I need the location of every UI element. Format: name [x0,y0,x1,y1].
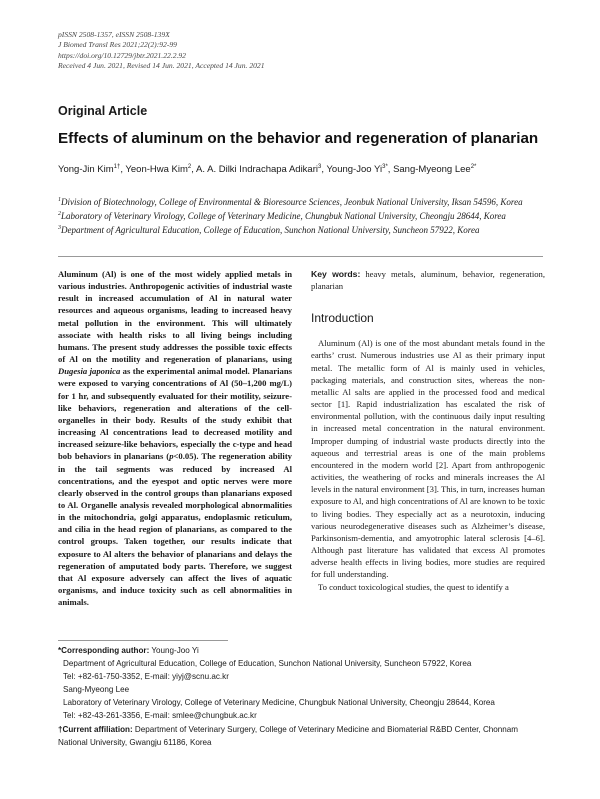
issn: pISSN 2508-1357, eISSN 2508-139X [58,30,170,39]
affiliation-sup: 2 [58,211,61,217]
corresponding-name-2: Sang-Myeong Lee [63,685,130,695]
affiliation-sup: 3 [58,225,61,231]
keywords [311,268,545,292]
affiliations [58,194,552,236]
corresponding-label: *Corresponding author: [58,646,150,655]
corresponding-address-2: Laboratory of Veterinary Virology, College of Veterinary Medicine, Chungbuk National University, Cheongju 28644, Korea [63,698,495,708]
affiliation [58,208,552,222]
abstract-text: as the experimental animal model. Planarians were exposed to varying concentrations of Al (50–1,200 mg/L) for 1 hr, and subsequently evaluated for their motility, seizure-like behaviors, regeneration and alterations of the cell-organelles in their body. Results of the study exhibit that increasing Al concentrations lead to decreased motility and increased seizure-like behaviors, especially the c-type and head bob behaviors in planarians ( [58,366,292,462]
species-name: Dugesia japonica [58,366,121,377]
author-sup: 2 [187,164,192,170]
intro-paragraph: Aluminum (Al) is one of the most abundant metals found in the earths’ crust. Numerous industries use Al as their primary input metal. The metallic form of Al is mainly used in vehicles, packaging materials, and construction sites, whereas the non-metallic Al salts are applied in the processed food and medical sector [1]. Rapid industrialization has escalated the risk of environmental pollution, with the continuous daily input resulting in increased metal concentration in the natural environment. Improper dumping of industrial waste products directly into the aqueous and terrestrial areas is one of the main problems encountered in the modern world [2]. Apart from anthropogenic activities, the weathering of rocks and minerals increases the Al levels in the natural environment [3]. This, in turn, increases human exposure to Al, and high concentrations of Al are known to be toxic to living bodies. They especially act as a neurotoxin, inducing various neurodegenerative diseases such as Alzheimer’s disease, Parkinsonism-dementia, and amyotrophic lateral sclerosis [4–6]. Although past literature has validated that excess Al promotes adverse health effects in living bodies, more studies are required for full understanding. [311,338,545,580]
author-name: Yong-Jin Kim [58,164,114,176]
affiliation-text: Department of Agricultural Education, College of Education, Sunchon National University, Suncheon 57922, Korea [61,225,480,235]
p-value-symbol: p [169,451,174,462]
journal-meta [58,30,265,72]
abstract [58,268,292,608]
affiliation-text: Division of Biotechnology, College of Environmental & Bioresource Sciences, Jeonbuk National University, Iksan 54596, Korea [61,197,523,207]
correspondence-footnote [58,644,548,749]
affiliation-text: Laboratory of Veterinary Virology, College of Veterinary Medicine, Chungbuk National University, Cheongju 28644, Korea [61,211,506,221]
author-name: Young-Joo Yi [326,164,383,176]
author-sep: , [120,164,126,176]
affiliation-sup: 1 [58,197,61,203]
author-name: Sang-Myeong Lee [393,164,471,176]
author-list [58,164,476,175]
corresponding-line [58,644,548,657]
intro-paragraph: To conduct toxicological studies, the quest to identify a [318,582,509,593]
article-type: Original Article [58,104,148,118]
right-column [311,268,545,594]
current-affiliation-text: Department of Veterinary Surgery, College of Veterinary Medicine and Biomaterial R&BD Center, Chonnam National University, Gwangju 61186, Korea [58,724,519,747]
author-sep: , [191,164,197,176]
current-affiliation-label: †Current affiliation: [58,724,133,734]
keywords-label: Key words: [311,269,361,279]
author-sep: , [321,164,327,176]
article-title: Effects of aluminum on the behavior and regeneration of planarian [58,130,539,147]
corresponding-contact-2: Tel: +82-43-261-3356, E-mail: smlee@chungbuk.ac.kr [63,711,257,721]
keywords-text: heavy metals, aluminum, behavior, regeneration, planarian [311,269,546,292]
current-affiliation [58,723,548,749]
affiliation [58,222,552,236]
divider-top [58,256,543,257]
author-sup: 2* [470,164,477,170]
abstract-text: <0.05). The regeneration ability in the tail segments was reduced by increased Al concentrations, and the eyespot and optic nerves were more clearly observed in the control groups than planarians exposed to Al. Organelle analysis revealed morphological abnormalities in the mitochondria, golgi apparatus, endoplasmic reticulum, and cilia in the head region of planarians, as compared to the control groups. Taken together, our results indicate that exposure to Al alters the behavior of planarians and delays the regeneration of amputated body parts. Therefore, we suggest that Al exposure adversely can affect the lives of aquatic organisms, and induce toxicity such as cell abnormalities in animals. [58,451,292,608]
doi-link[interactable]: https://doi.org/10.12729/jbtr.2021.22.2.92 [58,50,186,60]
author-sep: , [387,164,394,176]
author-sup: 1† [113,164,121,170]
author-name: A. A. Dilki Indrachapa Adikari [196,164,318,176]
footnote-divider [58,640,228,641]
introduction-heading: Introduction [311,311,374,326]
abstract-text: Aluminum (Al) is one of the most widely applied metals in various industries. Anthropogenic activities of industrial waste result in increased accumulation of Al in natural water resources and aqueous organisms, leading to increased heavy metal pollution in the environment. This will ultimately associate with health risks to all living beings including humans. The present study addresses the possible toxic effects of Al on the motility and regeneration of planarians, using [58,269,292,365]
corresponding-name: Young-Joo Yi [151,646,199,655]
author-sup: 3* [382,164,388,170]
corresponding-address: Department of Agricultural Education, College of Education, Sunchon National University, Suncheon 57922, Korea [63,659,472,669]
author-sup: 3 [318,164,322,170]
affiliation [58,194,552,208]
author-name: Yeon-Hwa Kim [125,164,188,176]
journal-citation: J Biomed Transl Res 2021;22(2):92-99 [58,40,177,50]
article-dates: Received 4 Jun. 2021, Revised 14 Jun. 2021, Accepted 14 Jun. 2021 [58,61,265,71]
corresponding-contact: Tel: +82-61-750-3352, E-mail: yiyj@scnu.ac.kr [63,672,229,682]
